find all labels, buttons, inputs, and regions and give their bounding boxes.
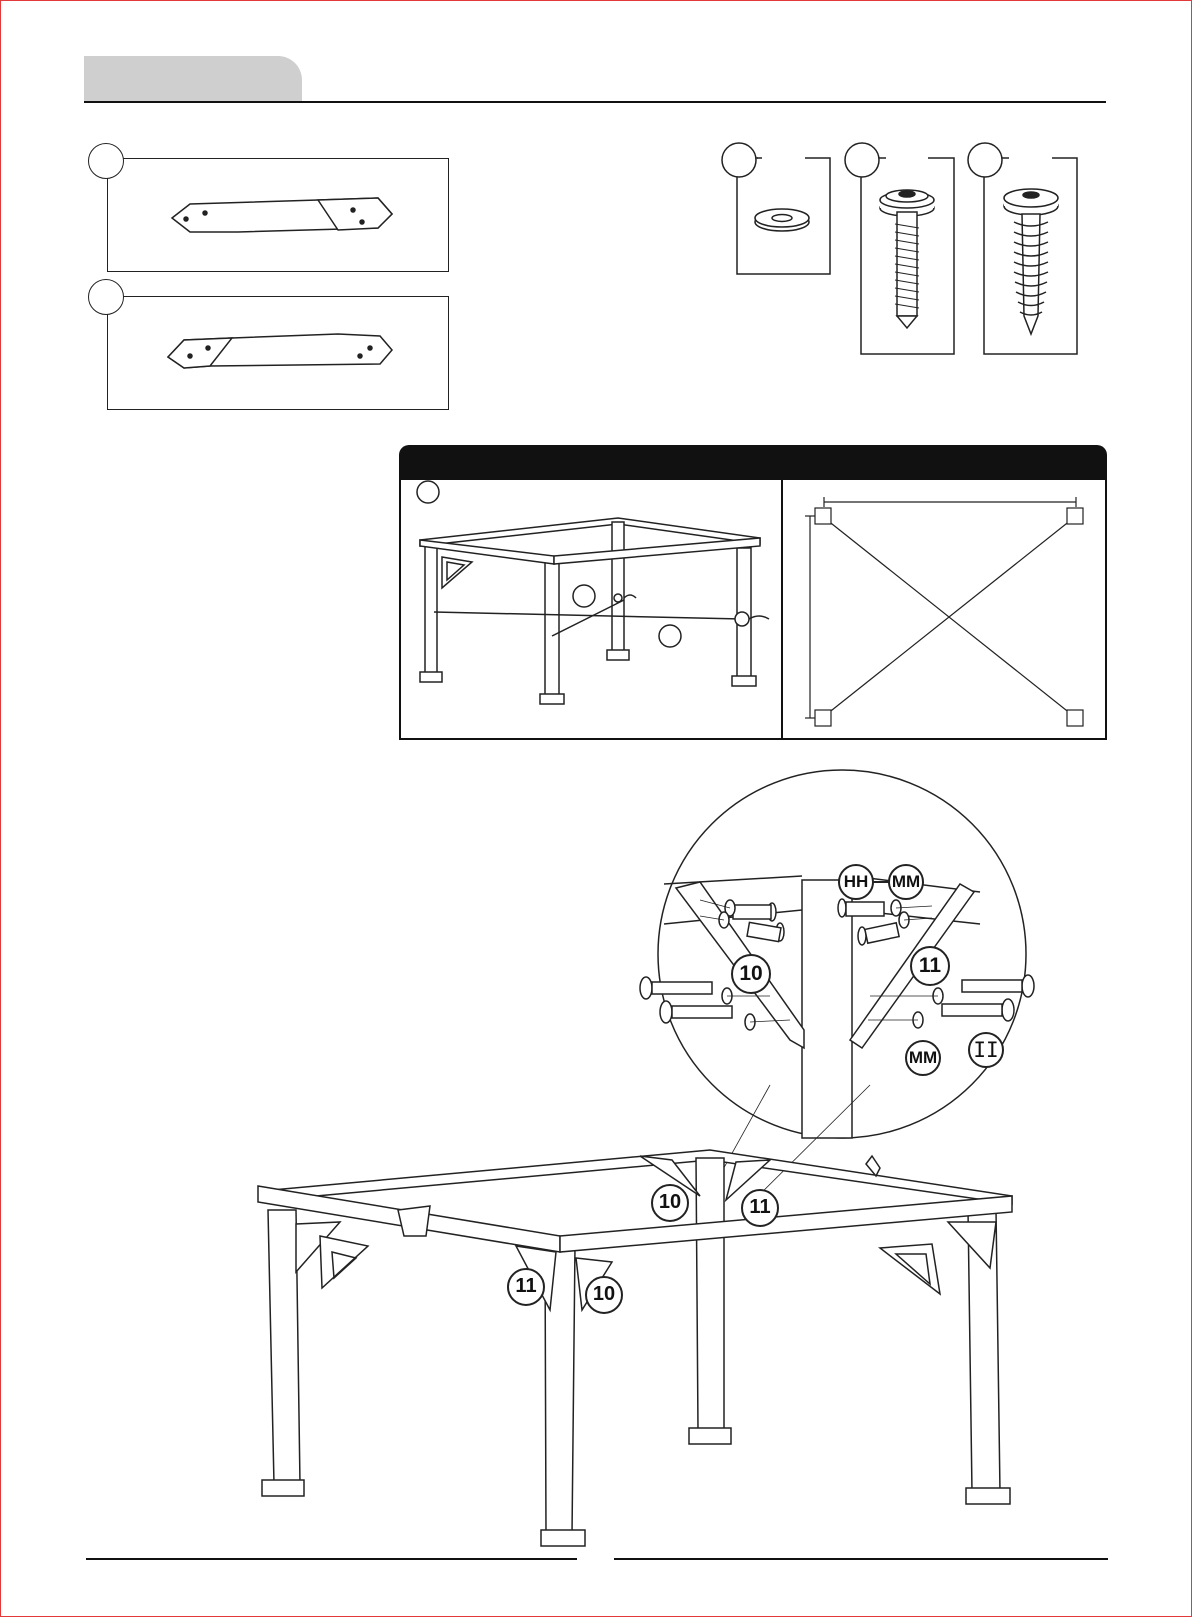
- square-check-drawing: [805, 497, 1083, 726]
- callout-11-detail: 11: [918, 954, 942, 977]
- callout-ii: II: [973, 1038, 999, 1062]
- gazebo-frame-drawing: [417, 481, 769, 704]
- callout-10-detail: 10: [739, 962, 763, 985]
- callout-hh: HH: [843, 872, 869, 891]
- callout-10-front: 10: [592, 1283, 616, 1305]
- callout-11-back: 11: [749, 1196, 771, 1218]
- callout-11-front: 11: [515, 1275, 537, 1297]
- callout-mm-top: MM: [891, 872, 921, 891]
- callout-mm-bottom: MM: [908, 1048, 938, 1067]
- callout-10-back: 10: [658, 1191, 682, 1213]
- footer-rule-right: [614, 1558, 1108, 1560]
- footer-rule-left: [86, 1558, 577, 1560]
- assembly-frame-drawing: [258, 1150, 1012, 1546]
